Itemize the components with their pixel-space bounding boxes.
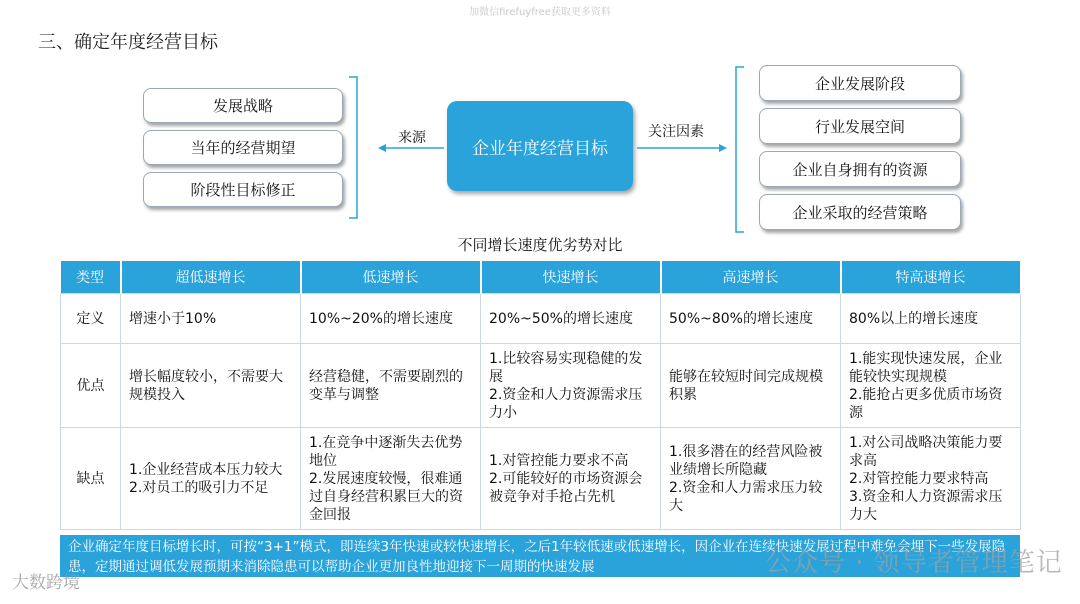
factor-box-resources: 企业自身拥有的资源 <box>759 151 961 187</box>
header-type: 类型 <box>61 261 121 294</box>
table-cell: 增速小于10% <box>121 294 301 344</box>
header-fast: 快速增长 <box>481 261 661 294</box>
header-low: 低速增长 <box>301 261 481 294</box>
factor-box-strategy: 企业采取的经营策略 <box>759 194 961 230</box>
table-cell: 10%~20%的增长速度 <box>301 294 481 344</box>
table-row-advantages <box>61 344 1021 428</box>
bottom-left-watermark: 大数跨境 <box>12 573 80 593</box>
left-bracket <box>347 75 363 221</box>
table-header-row <box>61 261 1021 294</box>
row-label-disadvantages: 缺点 <box>61 428 121 530</box>
table-cell: 1.对公司战略决策能力要求高 2.对管控能力要求特高 3.资金和人力资源需求压力大 <box>841 428 1021 530</box>
bottom-right-watermark: 公众号 · 领导者管理笔记 <box>765 548 1063 578</box>
table-cell: 20%~50%的增长速度 <box>481 294 661 344</box>
header-ultra-low: 超低速增长 <box>121 261 301 294</box>
source-label: 来源 <box>398 130 426 146</box>
source-box-expectation: 当年的经营期望 <box>143 130 343 165</box>
table-cell: 50%~80%的增长速度 <box>661 294 841 344</box>
table-row-disadvantages <box>61 428 1021 530</box>
table-cell: 经营稳健，不需要剧烈的变革与调整 <box>301 344 481 428</box>
header-extra-high: 特高速增长 <box>841 261 1021 294</box>
center-goal-box: 企业年度经营目标 <box>447 101 633 191</box>
summary-note: 企业确定年度目标增长时，可按“3+1”模式，即连续3年快速或较快速增长，之后1年较低速或低速增长，因企业在连续快速发展过程中难免会埋下一些发展隐患，定期通过调低发展预期来消除隐患可以帮助企业更加良性地迎接下一周期的快速发展 <box>60 535 1020 577</box>
factor-box-stage: 企业发展阶段 <box>759 65 961 101</box>
right-arrow-icon <box>637 143 727 153</box>
table-cell: 1.比较容易实现稳健的发展 2.资金和人力资源需求压力小 <box>481 344 661 428</box>
source-box-strategy: 发展战略 <box>143 88 343 123</box>
table-cell: 1.对管控能力要求不高 2.可能较好的市场资源会被竞争对手抢占先机 <box>481 428 661 530</box>
table-cell: 80%以上的增长速度 <box>841 294 1021 344</box>
row-label-definition: 定义 <box>61 294 121 344</box>
factor-box-industry: 行业发展空间 <box>759 108 961 144</box>
growth-comparison-table <box>60 261 1022 530</box>
header-high: 高速增长 <box>661 261 841 294</box>
table-row-definition <box>61 294 1021 344</box>
table-cell: 增长幅度较小，不需要大规模投入 <box>121 344 301 428</box>
table-cell: 能够在较短时间完成规模积累 <box>661 344 841 428</box>
left-arrow-icon <box>378 143 446 153</box>
right-bracket <box>730 65 746 235</box>
table-cell: 1.企业经营成本压力较大 2.对员工的吸引力不足 <box>121 428 301 530</box>
table-cell: 1.很多潜在的经营风险被业绩增长所隐藏 2.资金和人力需求压力较大 <box>661 428 841 530</box>
page-title: 三、确定年度经营目标 <box>38 32 218 53</box>
table-cell: 1.在竞争中逐渐失去优势地位 2.发展速度较慢，很难通过自身经营积累巨大的资金回报 <box>301 428 481 530</box>
source-box-correction: 阶段性目标修正 <box>143 172 343 207</box>
table-cell: 1.能实现快速发展，企业能较快实现规模 2.能抢占更多优质市场资源 <box>841 344 1021 428</box>
factors-label: 关注因素 <box>648 124 704 140</box>
top-watermark: 加微信firefuyfree获取更多资料 <box>469 7 611 18</box>
table-title: 不同增长速度优劣势对比 <box>457 236 623 254</box>
row-label-advantages: 优点 <box>61 344 121 428</box>
